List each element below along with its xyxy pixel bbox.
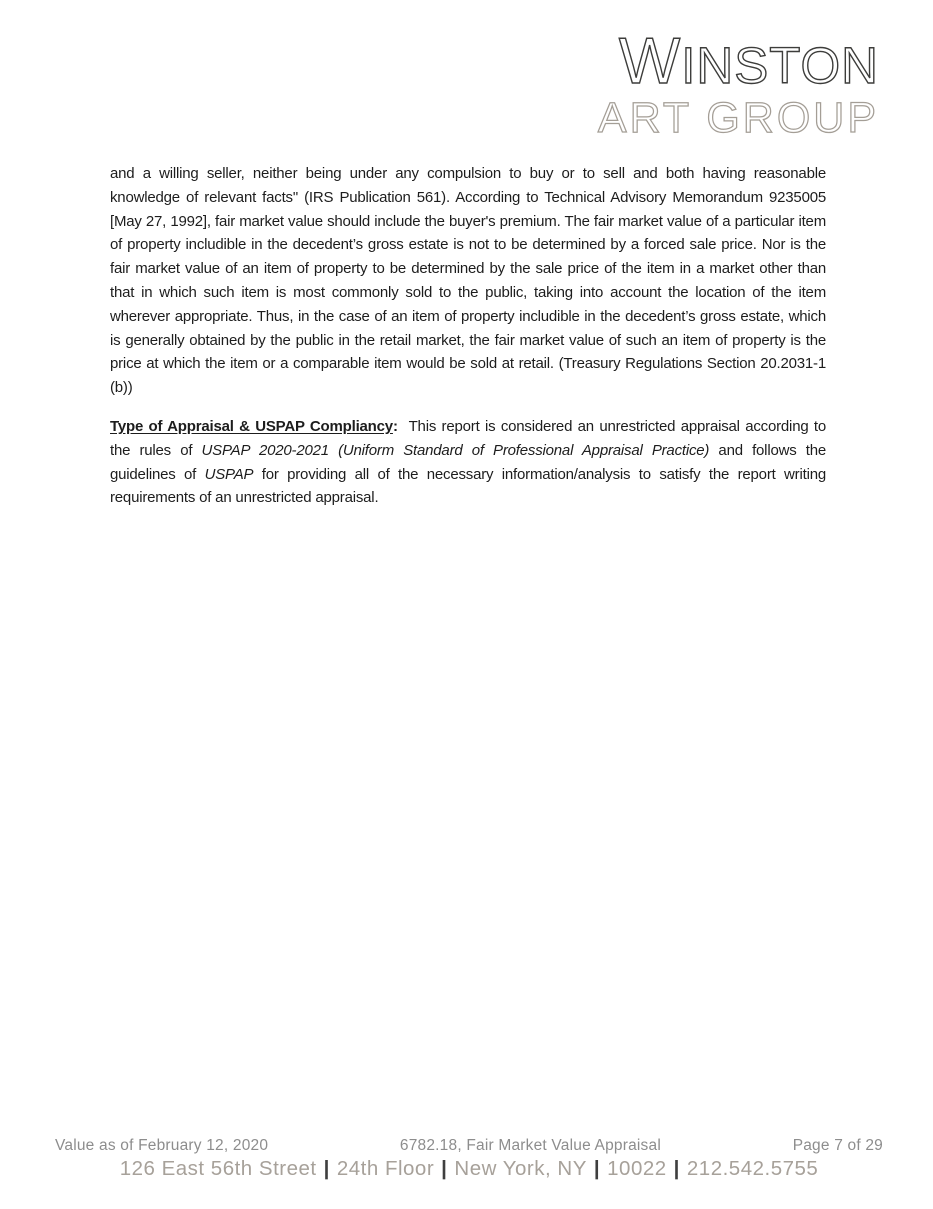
paragraph-heading: Type of Appraisal & USPAP Compliancy: [110, 417, 393, 435]
page-indicator: Page 7 of 29: [792, 1137, 883, 1154]
paragraph-segment: and follows the guidelines of: [110, 441, 826, 483]
address-separator: |: [593, 1157, 601, 1180]
address-zip: 10022: [607, 1157, 667, 1180]
paragraph-fair-market-value: and a willing seller, neither being under any compulsion to buy or to sell and both having reasonable knowledge of relevant facts" (IRS Publication 561). According to Technical Advisory Memorandum 9235005 [May 27, 1992], fair market value should include the buyer's premium. The fair market value of a particular item of property includible in the decedent’s gross estate is not to be determined by a forced sale price. Nor is the fair market value of an item of property to be determined by the sale price of the item in a market other than that in which such item is most commonly sold to the public, taking into account the location of the item wherever appropriate. Thus, in the case of an item of property includible in the decedent’s gross estate, which is generally obtained by the public in the retail market, the fair market value of such an item of property is the price at which the item or a comparable item would be sold at retail. (Treasury Regulations Section 20.2031-1 (b)): [110, 165, 826, 397]
paragraph-type-of-appraisal: [110, 415, 826, 510]
uspap-italic: USPAP: [204, 465, 254, 483]
address-city: New York, NY: [454, 1157, 587, 1180]
address-street: 126 East 56th Street: [119, 1157, 317, 1180]
uspap-reference-italic: USPAP 2020-2021 (Uniform Standard of Professional Appraisal Practice): [201, 441, 710, 459]
address-separator: |: [441, 1157, 448, 1180]
winston-art-group-logo: [597, 24, 879, 142]
page-footer: [55, 1137, 883, 1181]
logo-art-group: ART GROUP: [597, 94, 879, 142]
address-floor: 24th Floor: [336, 1157, 435, 1180]
address-phone: 212.542.5755: [686, 1157, 819, 1180]
logo-winston: [598, 24, 879, 97]
logo-winston-rest: INSTON: [681, 37, 879, 94]
document-title-label: 6782.18, Fair Market Value Appraisal: [399, 1137, 661, 1154]
value-date-label: Value as of February 12, 2020: [55, 1137, 269, 1154]
address-line: [55, 1157, 883, 1181]
document-body: [110, 162, 826, 510]
logo-initial-w: W: [618, 24, 682, 97]
paragraph-segment: This report is considered an unrestricted appraisal according to the rules of: [110, 417, 827, 459]
footer-meta-row: [55, 1137, 883, 1155]
address-separator: |: [673, 1157, 680, 1180]
address-separator: |: [323, 1157, 330, 1180]
paragraph-segment: for providing all of the necessary information/analysis to satisfy the report writing requirements of an unrestricted appraisal.: [110, 465, 826, 507]
heading-colon: :: [392, 417, 409, 435]
